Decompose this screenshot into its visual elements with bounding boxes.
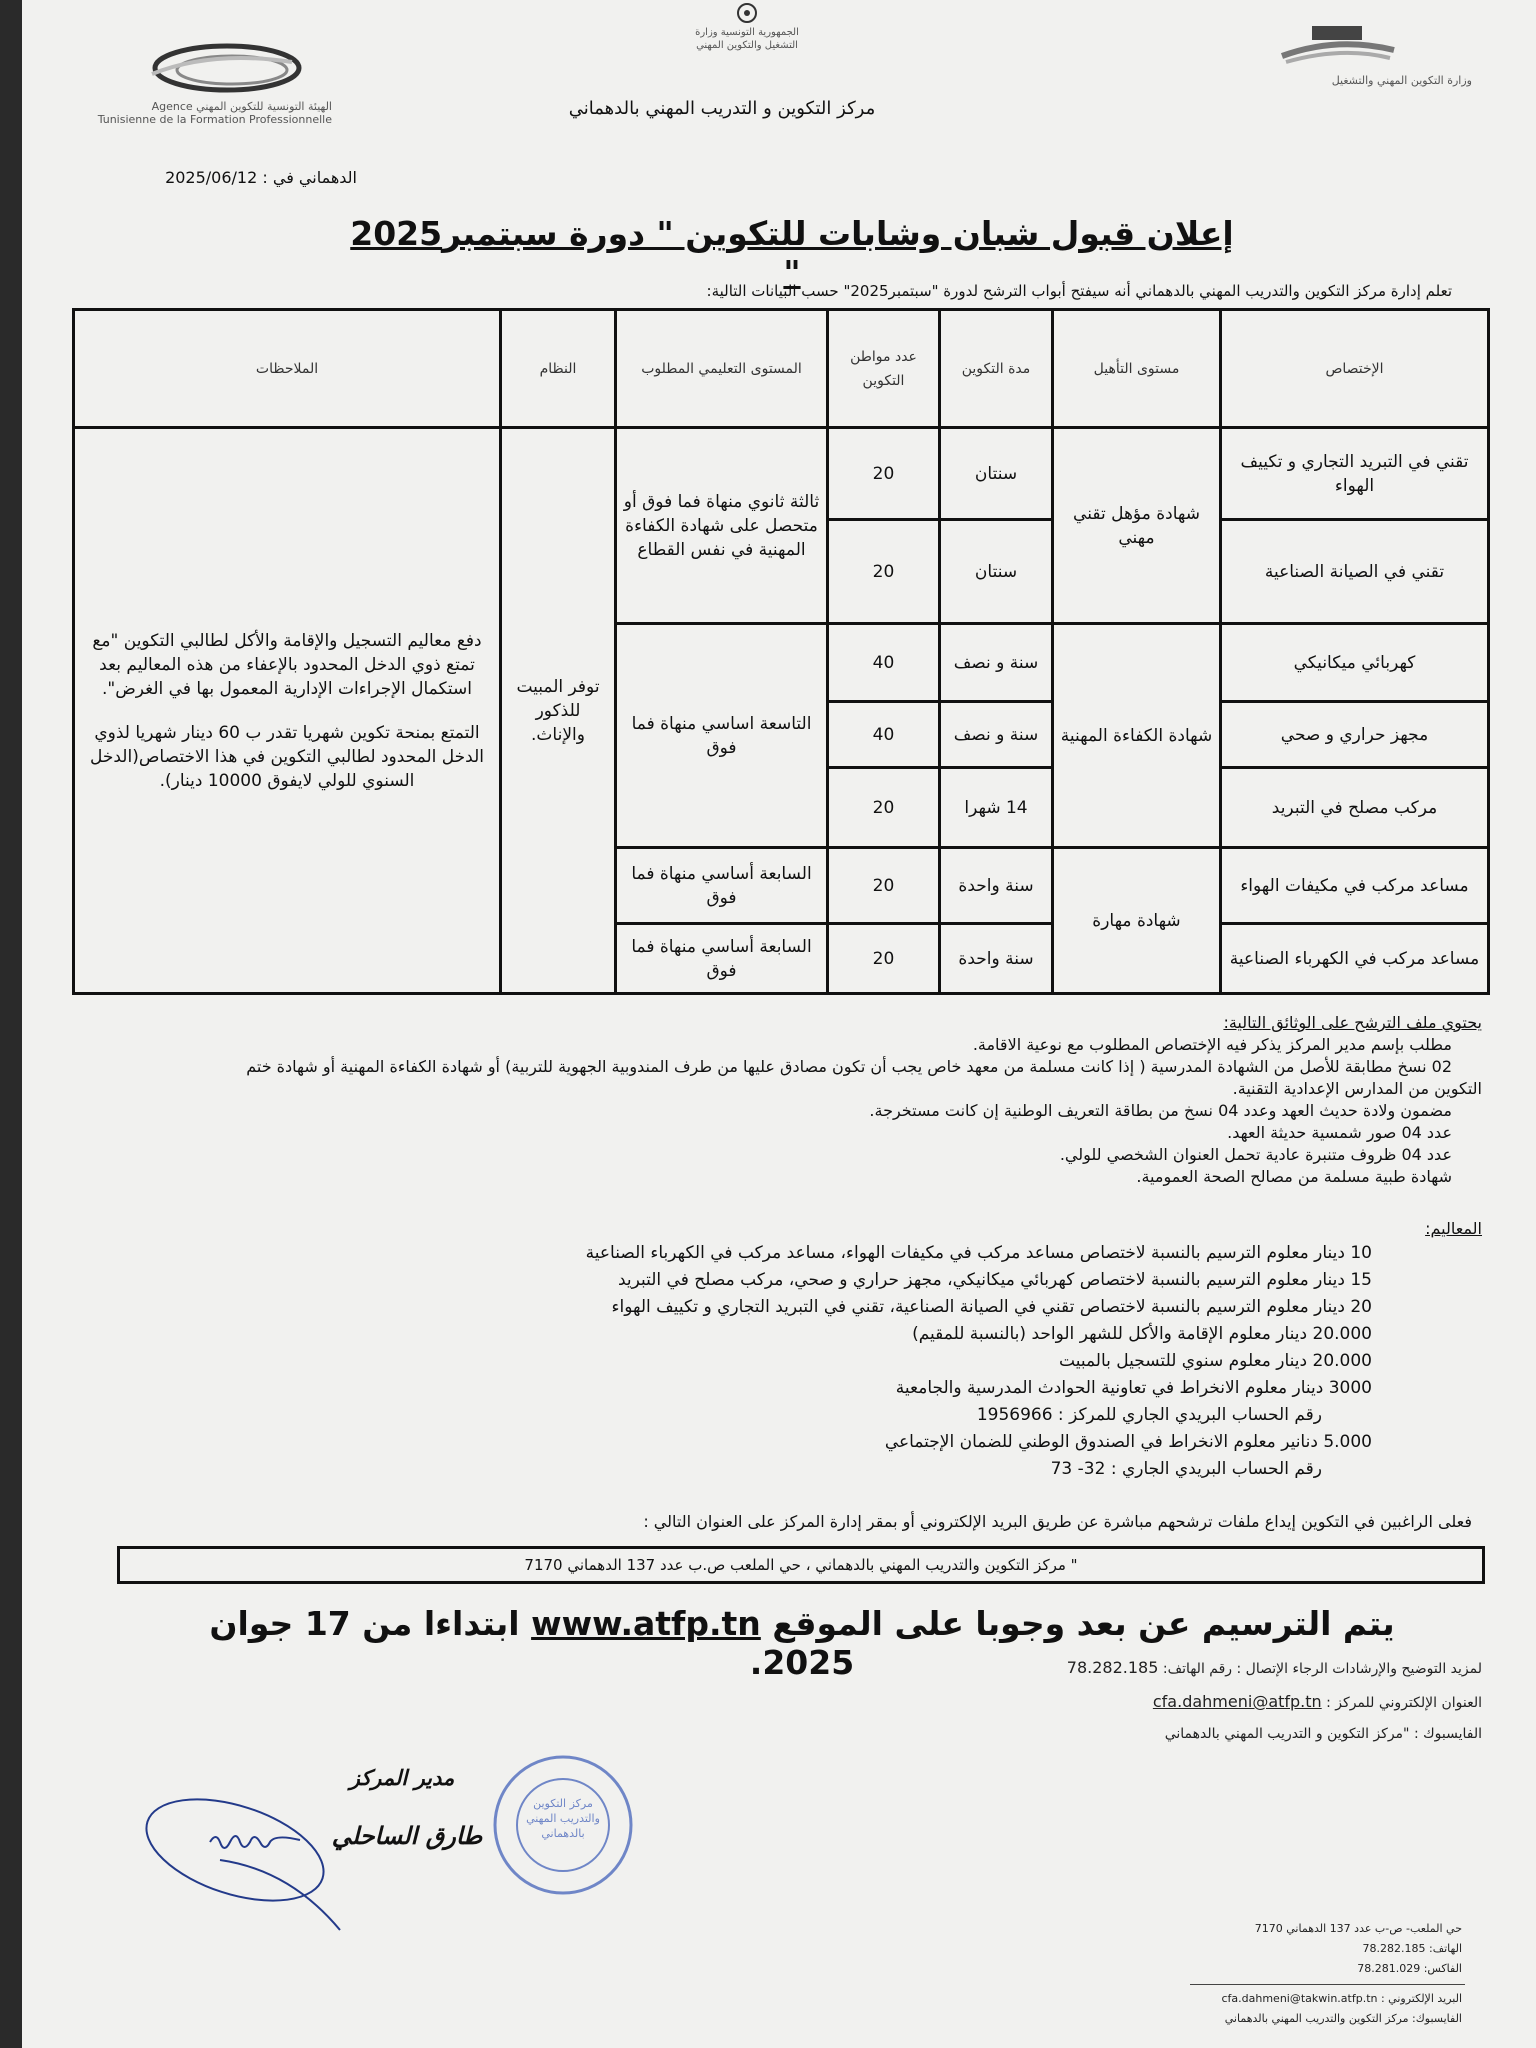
fee-item: 10 دينار معلوم الترسيم بالنسبة لاختصاص مساعد مركب في مكيفات الهواء، مساعد مركب في الكهرباء الصناعية [585,1243,1372,1263]
seats-cell: 20 [828,768,940,848]
contact-email-link[interactable]: cfa.dahmeni@atfp.tn [1152,1692,1322,1711]
seats-cell: 40 [828,624,940,702]
footer-address: حي الملعب- ص-ب عدد 137 الدهماني 7170 [1254,1922,1462,1935]
intro-text: تعلم إدارة مركز التكوين والتدريب المهني بالدهماني أنه سيفتح أبواب الترشح لدورة "سبتمبر2025" حسب البيانات التالية: [706,282,1452,300]
fee-item: 3000 دينار معلوم الانخراط في تعاونية الحوادث المدرسية والجامعية [895,1378,1372,1398]
document-item: عدد 04 ظروف متنبرة عادية تحمل العنوان الشخصي للولي. [1059,1145,1452,1164]
education-cell: السابعة أساسي منهاة فما فوق [616,848,828,924]
fee-item: 20 دينار معلوم الترسيم بالنسبة لاختصاص تقني في الصيانة الصناعية، تقني في التبريد التجاري و تكييف الهواء [611,1297,1372,1317]
seats-cell: 20 [828,848,940,924]
registration-text-part2: ابتداءا من 17 جوان 2025. [209,1604,855,1682]
header-level: مستوى التأهيل [1053,310,1221,428]
system-cell: توفر المبيت للذكور والإناث. [501,428,616,994]
stamp-text: مركز التكوين والتدريب المهني بالدهماني [526,1797,600,1840]
contact-phone-label: لمزيد التوضيح والإرشادات الرجاء الإتصال : رقم الهاتف: [1162,1661,1482,1677]
specialty-cell: مجهز حراري و صحي [1221,702,1489,768]
document-item: عدد 04 صور شمسية حديثة العهد. [1227,1123,1452,1142]
contact-facebook: الفايسبوك : "مركز التكوين و التدريب المهني بالدهماني [1164,1726,1482,1742]
duration-cell: سنتان [940,428,1053,520]
address-box: " مركز التكوين والتدريب المهني بالدهماني ، حي الملعب ص.ب عدد 137 الدهماني 7170 [117,1546,1485,1584]
seats-cell: 20 [828,428,940,520]
duration-cell: سنتان [940,520,1053,624]
notes-cell [74,428,501,994]
table-row [74,428,1489,520]
duration-cell: سنة واحدة [940,848,1053,924]
footer-phone: الهاتف: 78.282.185 [1362,1942,1462,1955]
level-cell: شهادة الكفاءة المهنية [1053,624,1221,848]
center-name: مركز التكوين و التدريب المهني بالدهماني [568,98,876,119]
director-name: طارق الساحلي [331,1822,483,1850]
duration-cell: سنة واحدة [940,924,1053,994]
atfp-logo-text: الهيئة التونسية للتكوين المهني Agence Tunisienne de la Formation Professionnelle [97,100,332,126]
document-item: مضمون ولادة حديث العهد وعدد 04 نسخ من بطاقة التعريف الوطنية إن كانت مستخرجة. [869,1101,1452,1120]
documents-list [62,1034,1482,1188]
duration-cell: 14 شهرا [940,768,1053,848]
footer-fax: الفاكس: 78.281.029 [1357,1962,1462,1975]
documents-heading: يحتوي ملف الترشح على الوثائق التالية: [1223,1013,1482,1032]
emblem-text: الجمهورية التونسية وزارة التشغيل والتكوين المهني [695,27,799,51]
seats-cell: 40 [828,702,940,768]
fees-section [62,1218,1482,1483]
fee-item: رقم الحساب البريدي الجاري للمركز : 1956966 [976,1405,1322,1425]
specialty-cell: تقني في التبريد التجاري و تكييف الهواء [1221,428,1489,520]
education-cell: ثالثة ثانوي منهاة فما فوق أو متحصل على شهادة الكفاءة المهنية في نفس القطاع [616,428,828,624]
contact-phone-value: 78.282.185 [1066,1658,1159,1677]
specialties-table [72,308,1490,995]
date-value: 2025/06/12 [165,168,258,187]
official-stamp [492,1754,634,1896]
emblem-icon [732,2,762,24]
submission-text: فعلى الراغبين في التكوين إيداع ملفات ترشحهم مباشرة عن طريق البريد الإلكتروني أو بمقر إدارة المركز على العنوان التالي : [643,1512,1472,1531]
specialty-cell: تقني في الصيانة الصناعية [1221,520,1489,624]
specialty-cell: مساعد مركب في الكهرباء الصناعية [1221,924,1489,994]
date-label: الدهماني في : [262,168,357,187]
contact-phone [522,1658,1482,1677]
announcement-title: إعلان قبول شبان وشابات للتكوين " دورة سبتمبر2025 " [350,214,1234,292]
notes-grant: التمتع بمنحة تكوين شهريا تقدر ب 60 دينار شهريا لذوي الدخل المحدود لطالبي التكوين في هذا الاختصاص(الدخل السنوي للولي لايفوق 10000 دينار). [90,722,484,791]
header-system: النظام [501,310,616,428]
fee-item: 5.000 دنانير معلوم الانخراط في الصندوق الوطني للضمان الإجتماعي [884,1432,1372,1452]
fees-heading: المعاليم: [1425,1219,1482,1238]
atfp-logo [92,40,332,130]
fee-item: 20.000 دينار معلوم الإقامة والأكل للشهر الواحد (بالنسبة للمقيم) [912,1324,1372,1344]
fee-item: رقم الحساب البريدي الجاري : 32- 73 [1050,1459,1322,1479]
footer-facebook: الفايسبوك: مركز التكوين والتدريب المهني بالدهماني [1224,2012,1462,2025]
header-seats: عدد مواطن التكوين [828,310,940,428]
ministry-logo [1252,20,1472,100]
level-cell: شهادة مهارة [1053,848,1221,994]
fees-list [62,1240,1432,1483]
ministry-logo-text: وزارة التكوين المهني والتشغيل [1331,74,1472,87]
notes-fees: دفع معاليم التسجيل والإقامة والأكل لطالبي التكوين "مع تمتع ذوي الدخل المحدود بالإعفاء من هذه المعاليم بعد استكمال الإجراءات الإدارية المعمول بها في الغرض". [92,630,482,699]
specialty-cell: كهربائي ميكانيكي [1221,624,1489,702]
document-item: مطلب بإسم مدير المركز يذكر فيه الإختصاص المطلوب مع نوعية الاقامة. [972,1035,1452,1054]
header-duration: مدة التكوين [940,310,1053,428]
document-item: شهادة طبية مسلمة من مصالح الصحة العمومية. [1136,1167,1452,1186]
atfp-logo-icon [132,40,302,100]
republic-emblem [682,2,812,62]
footer-email: البريد الإلكتروني : cfa.dahmeni@takwin.atfp.tn [1221,1992,1462,2005]
education-cell: السابعة أساسي منهاة فما فوق [616,924,828,994]
document-page [22,0,1536,2048]
specialty-cell: مساعد مركب في مكيفات الهواء [1221,848,1489,924]
documents-section [62,1012,1482,1188]
header-notes: الملاحظات [74,310,501,428]
date-line [117,168,357,187]
seats-cell: 20 [828,924,940,994]
specialty-cell: مركب مصلح في التبريد [1221,768,1489,848]
document-item: 02 نسخ مطابقة للأصل من الشهادة المدرسية ( إذا كانت مسلمة من معهد خاص يجب أن تكون مصادق عليها من طرف المندوبية الجهوية للتربية) أو شهادة الكفاءة المهنية أو شهادة ختم [246,1057,1452,1076]
ministry-logo-icon [1272,20,1402,70]
header-education: المستوى التعليمي المطلوب [616,310,828,428]
seats-cell: 20 [828,520,940,624]
registration-link[interactable]: www.atfp.tn [531,1604,761,1643]
document-item: التكوين من المدارس الإعدادية التقنية. [1232,1079,1482,1098]
registration-text-part1: يتم الترسيم عن بعد وجوبا على الموقع [772,1604,1395,1643]
duration-cell: سنة و نصف [940,624,1053,702]
director-title: مدير المركز [349,1766,455,1790]
education-cell: التاسعة اساسي منهاة فما فوق [616,624,828,848]
contact-email [522,1692,1482,1711]
fee-item: 15 دينار معلوم الترسيم بالنسبة لاختصاص كهربائي ميكانيكي، مجهز حراري و صحي، مركب مصلح في التبريد [617,1270,1372,1290]
signature-mark [140,1790,360,1940]
fee-item: 20.000 دينار معلوم سنوي للتسجيل بالمبيت [1059,1351,1372,1371]
footer-divider [1190,1984,1465,1985]
contact-email-label: العنوان الإلكتروني للمركز : [1326,1695,1482,1711]
level-cell: شهادة مؤهل تقني مهني [1053,428,1221,624]
duration-cell: سنة و نصف [940,702,1053,768]
header-specialty: الإختصاص [1221,310,1489,428]
